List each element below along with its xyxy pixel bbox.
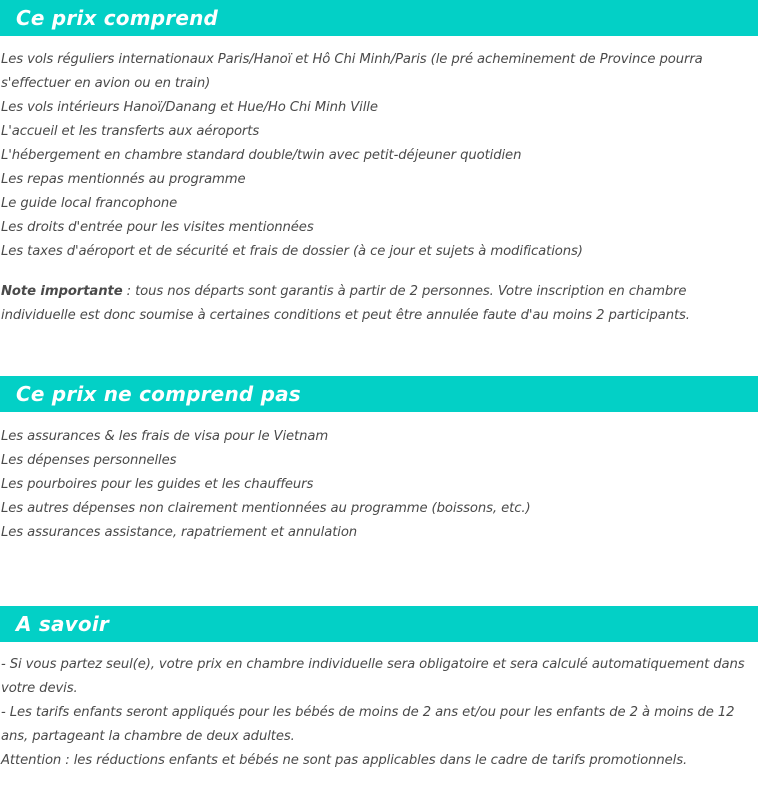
list-item: Les pourboires pour les guides et les chauffeurs: [1, 477, 314, 492]
list-item: Les dépenses personnelles: [1, 453, 177, 468]
section-body-a-savoir: [0, 642, 758, 773]
list-item: Les assurances & les frais de visa pour le Vietnam: [1, 429, 329, 444]
section-header-ce-prix-ne-comprend-pas: [0, 376, 758, 412]
section-gap: [0, 545, 758, 606]
list-item: Les vols réguliers internationaux Paris/Hanoï et Hô Chi Minh/Paris (le pré acheminement de Province pourra s'effectuer en avion ou en train): [1, 52, 703, 91]
list-item: Les vols intérieurs Hanoï/Danang et Hue/Ho Chi Minh Ville: [1, 100, 378, 115]
list-item: Les autres dépenses non clairement mentionnées au programme (boissons, etc.): [1, 501, 531, 516]
list-item: - Si vous partez seul(e), votre prix en chambre individuelle sera obligatoire et sera calculé automatiquement dans votre devis.: [1, 657, 745, 696]
important-note: [1, 264, 758, 328]
section-title: Ce prix comprend: [16, 6, 219, 30]
list-item: Attention : les réductions enfants et bébés ne sont pas applicables dans le cadre de tarifs promotionnels.: [1, 753, 688, 768]
list-item: Les droits d'entrée pour les visites mentionnées: [1, 220, 314, 235]
important-note-text: : tous nos départs sont garantis à partir de 2 personnes. Votre inscription en chambre individuelle est donc soumise à certaines conditions et peut être annulée faute d'au moins 2 participants.: [1, 284, 690, 323]
section-body-ce-prix-comprend: [0, 36, 758, 328]
list-item: Les taxes d'aéroport et de sécurité et frais de dossier (à ce jour et sujets à modifications): [1, 244, 583, 259]
section-body-ce-prix-ne-comprend-pas: [0, 412, 758, 545]
list-item: Les assurances assistance, rapatriement et annulation: [1, 525, 358, 540]
section-header-ce-prix-comprend: [0, 0, 758, 36]
list-item: Les repas mentionnés au programme: [1, 172, 246, 187]
list-item: L'accueil et les transferts aux aéroports: [1, 124, 260, 139]
section-title: A savoir: [16, 612, 109, 636]
list-item: L'hébergement en chambre standard double/twin avec petit-déjeuner quotidien: [1, 148, 522, 163]
list-item: Le guide local francophone: [1, 196, 178, 211]
important-note-label: Note importante: [1, 284, 123, 299]
section-gap: [0, 328, 758, 376]
list-item: - Les tarifs enfants seront appliqués pour les bébés de moins de 2 ans et/ou pour les enfants de 2 à moins de 12 ans, partageant la chambre de deux adultes.: [1, 705, 735, 744]
section-title: Ce prix ne comprend pas: [16, 382, 301, 406]
section-header-a-savoir: [0, 606, 758, 642]
